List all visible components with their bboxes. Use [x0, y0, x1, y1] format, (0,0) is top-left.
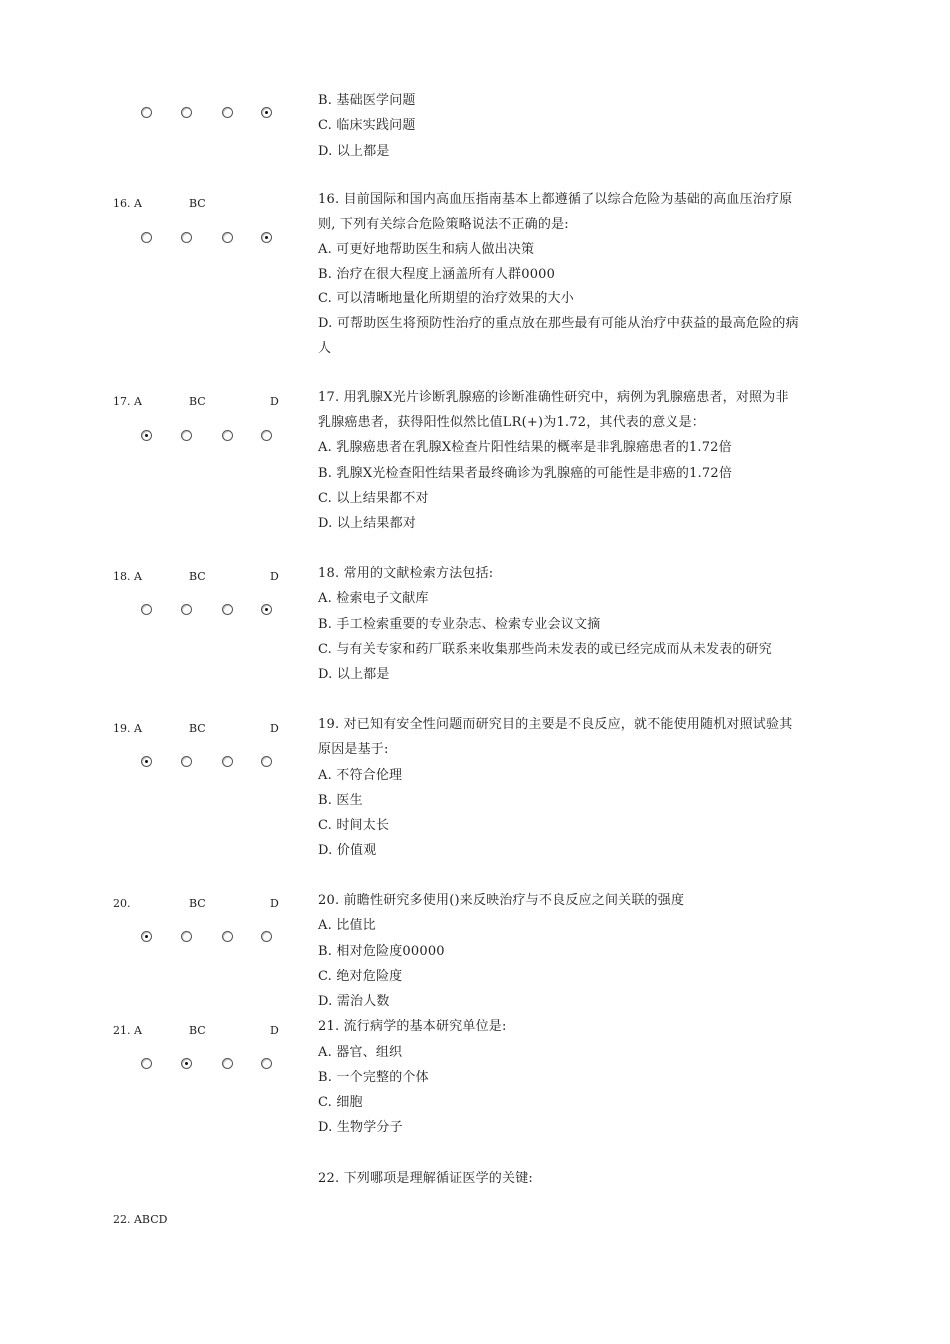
- q17-option-a: A. 乳腺癌患者在乳腺X检查片阳性结果的概率是非乳腺癌患者的1.72倍: [318, 440, 732, 455]
- q21-answer-header-bc: BC: [189, 1024, 206, 1037]
- q22-answer-header: 22. ABCD: [113, 1213, 168, 1226]
- q15-radio-d[interactable]: [261, 107, 272, 118]
- q20-stem-line-1: 20. 前瞻性研究多使用()来反映治疗与不良反应之间关联的强度: [318, 893, 685, 908]
- q18-option-c: C. 与有关专家和药厂联系来收集那些尚未发表的或已经完成而从未发表的研究: [318, 642, 772, 657]
- q20-option-c: C. 绝对危险度: [318, 969, 403, 984]
- q21-radio-c[interactable]: [222, 1058, 233, 1069]
- q16-radio-d[interactable]: [261, 232, 272, 243]
- q20-option-a: A. 比值比: [318, 918, 376, 933]
- q21-radio-d[interactable]: [261, 1058, 272, 1069]
- q16-radio-a[interactable]: [141, 232, 152, 243]
- q19-stem-line-1: 19. 对已知有安全性问题而研究目的主要是不良反应，就不能使用随机对照试验其: [318, 717, 793, 732]
- q20-answer-header-d: D: [270, 897, 279, 910]
- q17-radio-b[interactable]: [181, 430, 192, 441]
- q16-stem-line-2: 则, 下列有关综合危险策略说法不正确的是:: [318, 217, 569, 232]
- q20-radio-b[interactable]: [181, 931, 192, 942]
- q21-option-b: B. 一个完整的个体: [318, 1070, 429, 1085]
- q15-option-d: D. 以上都是: [318, 144, 390, 159]
- q20-answer-header: 20.: [113, 897, 131, 910]
- q16-answer-header-bc: BC: [189, 197, 206, 210]
- q19-radio-d[interactable]: [261, 756, 272, 767]
- q22-stem-line-1: 22. 下列哪项是理解循证医学的关键:: [318, 1171, 533, 1186]
- q18-radio-c[interactable]: [222, 604, 233, 615]
- q16-option-d-cont: 人: [318, 341, 332, 356]
- q21-answer-header: 21. A: [113, 1024, 142, 1037]
- q18-radio-d[interactable]: [261, 604, 272, 615]
- q18-answer-header: 18. A: [113, 570, 142, 583]
- q19-option-c: C. 时间太长: [318, 818, 390, 833]
- q16-answer-header: 16. A: [113, 197, 142, 210]
- q16-option-c: C. 可以清晰地量化所期望的治疗效果的大小: [318, 291, 574, 306]
- q15-radio-b[interactable]: [181, 107, 192, 118]
- q19-stem-line-2: 原因是基于:: [318, 742, 389, 757]
- q18-option-a: A. 检索电子文献库: [318, 591, 429, 606]
- q19-radio-b[interactable]: [181, 756, 192, 767]
- q15-radio-a[interactable]: [141, 107, 152, 118]
- q16-stem-line-1: 16. 目前国际和国内高血压指南基本上都遵循了以综合危险为基础的高血压治疗原: [318, 192, 793, 207]
- q18-option-d: D. 以上都是: [318, 667, 390, 682]
- q19-answer-header-bc: BC: [189, 722, 206, 735]
- q19-option-b: B. 医生: [318, 793, 363, 808]
- q17-radio-c[interactable]: [222, 430, 233, 441]
- q19-radio-c[interactable]: [222, 756, 233, 767]
- q18-answer-header-d: D: [270, 570, 279, 583]
- q21-option-c: C. 细胞: [318, 1095, 363, 1110]
- q20-option-d: D. 需治人数: [318, 994, 390, 1009]
- q17-option-c: C. 以上结果都不对: [318, 491, 429, 506]
- q17-stem-line-1: 17. 用乳腺X光片诊断乳腺癌的诊断准确性研究中，病例为乳腺癌患者，对照为非: [318, 390, 789, 405]
- q21-option-d: D. 生物学分子: [318, 1120, 403, 1135]
- q15-option-b: B. 基础医学问题: [318, 93, 416, 108]
- q21-radio-b[interactable]: [181, 1058, 192, 1069]
- q16-radio-b[interactable]: [181, 232, 192, 243]
- q16-radio-c[interactable]: [222, 232, 233, 243]
- q17-answer-header-bc: BC: [189, 395, 206, 408]
- q20-option-b: B. 相对危险度00000: [318, 944, 445, 959]
- q15-radio-c[interactable]: [222, 107, 233, 118]
- q17-radio-d[interactable]: [261, 430, 272, 441]
- q19-radio-a[interactable]: [141, 756, 152, 767]
- q17-radio-a[interactable]: [141, 430, 152, 441]
- q20-answer-header-bc: BC: [189, 897, 206, 910]
- q16-option-a: A. 可更好地帮助医生和病人做出决策: [318, 242, 535, 257]
- q21-stem-line-1: 21. 流行病学的基本研究单位是:: [318, 1019, 507, 1034]
- q19-option-a: A. 不符合伦理: [318, 768, 403, 783]
- q15-option-c: C. 临床实践问题: [318, 118, 416, 133]
- q20-radio-a[interactable]: [141, 931, 152, 942]
- q19-answer-header: 19. A: [113, 722, 142, 735]
- q20-radio-d[interactable]: [261, 931, 272, 942]
- q16-option-b: B. 治疗在很大程度上涵盖所有人群0000: [318, 267, 556, 282]
- q19-answer-header-d: D: [270, 722, 279, 735]
- q21-radio-a[interactable]: [141, 1058, 152, 1069]
- q18-radio-b[interactable]: [181, 604, 192, 615]
- q21-answer-header-d: D: [270, 1024, 279, 1037]
- q17-answer-header: 17. A: [113, 395, 142, 408]
- q17-option-d: D. 以上结果都对: [318, 516, 417, 531]
- q18-answer-header-bc: BC: [189, 570, 206, 583]
- q16-option-d: D. 可帮助医生将预防性治疗的重点放在那些最有可能从治疗中获益的最高危险的病: [318, 316, 799, 331]
- q18-stem-line-1: 18. 常用的文献检索方法包括:: [318, 566, 494, 581]
- q17-stem-line-2: 乳腺癌患者，获得阳性似然比值LR(+)为1.72，其代表的意义是：: [318, 415, 706, 430]
- q21-option-a: A. 器官、组织: [318, 1045, 403, 1060]
- q18-radio-a[interactable]: [141, 604, 152, 615]
- q18-option-b: B. 手工检索重要的专业杂志、检索专业会议文摘: [318, 617, 601, 632]
- q17-option-b: B. 乳腺X光检查阳性结果者最终确诊为乳腺癌的可能性是非癌的1.72倍: [318, 466, 733, 481]
- q20-radio-c[interactable]: [222, 931, 233, 942]
- q17-answer-header-d: D: [270, 395, 279, 408]
- q19-option-d: D. 价值观: [318, 843, 377, 858]
